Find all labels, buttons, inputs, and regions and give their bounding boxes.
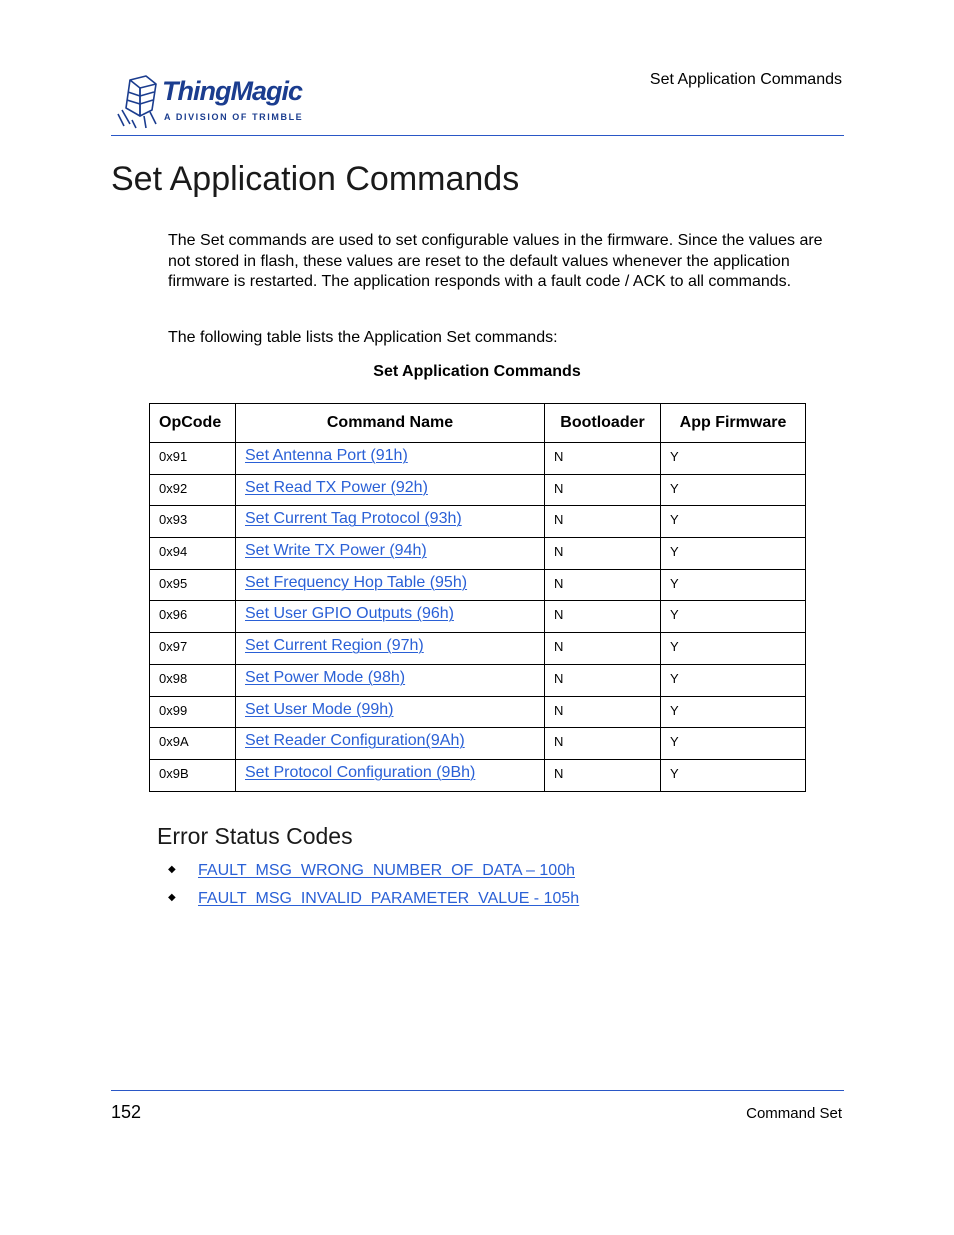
app-firmware-cell: Y (661, 633, 806, 665)
running-header-title: Set Application Commands (649, 71, 842, 88)
command-name-link[interactable]: Set Reader Configuration(9Ah) (245, 732, 465, 750)
footer-section-name: Command Set (746, 1105, 842, 1122)
opcode-cell: 0x95 (150, 569, 236, 601)
logo-mark-icon (116, 74, 162, 130)
table-header-row (150, 404, 806, 443)
bootloader-cell: N (545, 538, 661, 570)
opcode-cell: 0x93 (150, 506, 236, 538)
command-name-cell (236, 633, 545, 665)
command-name-link[interactable]: Set User GPIO Outputs (96h) (245, 605, 454, 623)
table-row (150, 759, 806, 791)
app-firmware-cell: Y (661, 569, 806, 601)
table-intro: The following table lists the Application Set commands: (168, 329, 558, 346)
bootloader-cell: N (545, 569, 661, 601)
command-name-cell (236, 569, 545, 601)
table-row (150, 664, 806, 696)
bootloader-cell: N (545, 728, 661, 760)
column-header-bootloader: Bootloader (545, 404, 661, 443)
bootloader-cell: N (545, 601, 661, 633)
error-code-list (168, 862, 579, 918)
intro-paragraph: The Set commands are used to set configurable values in the firmware. Since the values are not stored in flash, these values are reset to the default values whenever the application firmware is restarted. The application responds with a fault code / ACK to all commands. (168, 232, 823, 290)
bootloader-cell: N (545, 759, 661, 791)
diamond-bullet-icon: ◆ (168, 864, 176, 875)
footer-rule (111, 1090, 844, 1091)
command-name-cell (236, 538, 545, 570)
bootloader-cell: N (545, 506, 661, 538)
command-name-link[interactable]: Set Antenna Port (91h) (245, 447, 408, 464)
app-firmware-cell: Y (661, 759, 806, 791)
command-name-link[interactable]: Set Current Tag Protocol (93h) (245, 510, 462, 528)
command-name-cell (236, 696, 545, 728)
diamond-bullet-icon: ◆ (168, 892, 176, 903)
table-row (150, 601, 806, 633)
table-row (150, 506, 806, 538)
command-name-link[interactable]: Set Protocol Configuration (9Bh) (245, 763, 476, 781)
app-firmware-cell: Y (661, 506, 806, 538)
command-name-link[interactable]: Set User Mode (99h) (245, 700, 394, 718)
page-title: Set Application Commands (111, 160, 520, 198)
command-name-cell (236, 728, 545, 760)
fault-link-wrong-number-of-data[interactable]: FAULT_MSG_WRONG_NUMBER_OF_DATA – 100h (198, 862, 575, 879)
opcode-cell: 0x9A (150, 728, 236, 760)
opcode-cell: 0x94 (150, 538, 236, 570)
table-row (150, 443, 806, 475)
bootloader-cell: N (545, 633, 661, 665)
bootloader-cell: N (545, 664, 661, 696)
app-firmware-cell: Y (661, 696, 806, 728)
command-name-link[interactable]: Set Frequency Hop Table (95h) (245, 573, 468, 591)
opcode-cell: 0x98 (150, 664, 236, 696)
page-number: 152 (111, 1102, 142, 1122)
commands-table (149, 403, 806, 792)
command-name-cell (236, 506, 545, 538)
table-row (150, 538, 806, 570)
table-row (150, 696, 806, 728)
command-name-link[interactable]: Set Current Region (97h) (245, 637, 424, 655)
bootloader-cell: N (545, 443, 661, 475)
opcode-cell: 0x91 (150, 443, 236, 475)
logo-wordmark: ThingMagic (162, 76, 302, 106)
list-item (168, 890, 579, 918)
app-firmware-cell: Y (661, 601, 806, 633)
column-header-app-firmware: App Firmware (661, 404, 806, 443)
column-header-command-name: Command Name (236, 404, 545, 443)
fault-link-invalid-parameter-value[interactable]: FAULT_MSG_INVALID_PARAMETER_VALUE - 105h (198, 890, 580, 907)
command-name-link[interactable]: Set Power Mode (98h) (245, 668, 406, 686)
column-header-opcode: OpCode (150, 404, 236, 443)
list-item (168, 862, 579, 890)
opcode-cell: 0x9B (150, 759, 236, 791)
bootloader-cell: N (545, 696, 661, 728)
command-name-cell (236, 601, 545, 633)
command-name-cell (236, 443, 545, 475)
thingmagic-logo (116, 74, 316, 130)
header-rule (111, 135, 844, 136)
table-row (150, 633, 806, 665)
opcode-cell: 0x97 (150, 633, 236, 665)
logo-tagline: A DIVISION OF TRIMBLE (164, 112, 304, 122)
command-name-cell (236, 759, 545, 791)
table-row (150, 569, 806, 601)
opcode-cell: 0x99 (150, 696, 236, 728)
command-name-cell (236, 474, 545, 506)
app-firmware-cell: Y (661, 474, 806, 506)
command-name-link[interactable]: Set Read TX Power (92h) (245, 478, 428, 496)
opcode-cell: 0x92 (150, 474, 236, 506)
app-firmware-cell: Y (661, 538, 806, 570)
command-name-cell (236, 664, 545, 696)
command-name-link[interactable]: Set Write TX Power (94h) (245, 542, 427, 560)
table-row (150, 728, 806, 760)
table-caption: Set Application Commands (373, 363, 581, 380)
error-section-heading: Error Status Codes (157, 823, 353, 849)
app-firmware-cell: Y (661, 664, 806, 696)
table-row (150, 474, 806, 506)
app-firmware-cell: Y (661, 728, 806, 760)
app-firmware-cell: Y (661, 443, 806, 475)
opcode-cell: 0x96 (150, 601, 236, 633)
bootloader-cell: N (545, 474, 661, 506)
